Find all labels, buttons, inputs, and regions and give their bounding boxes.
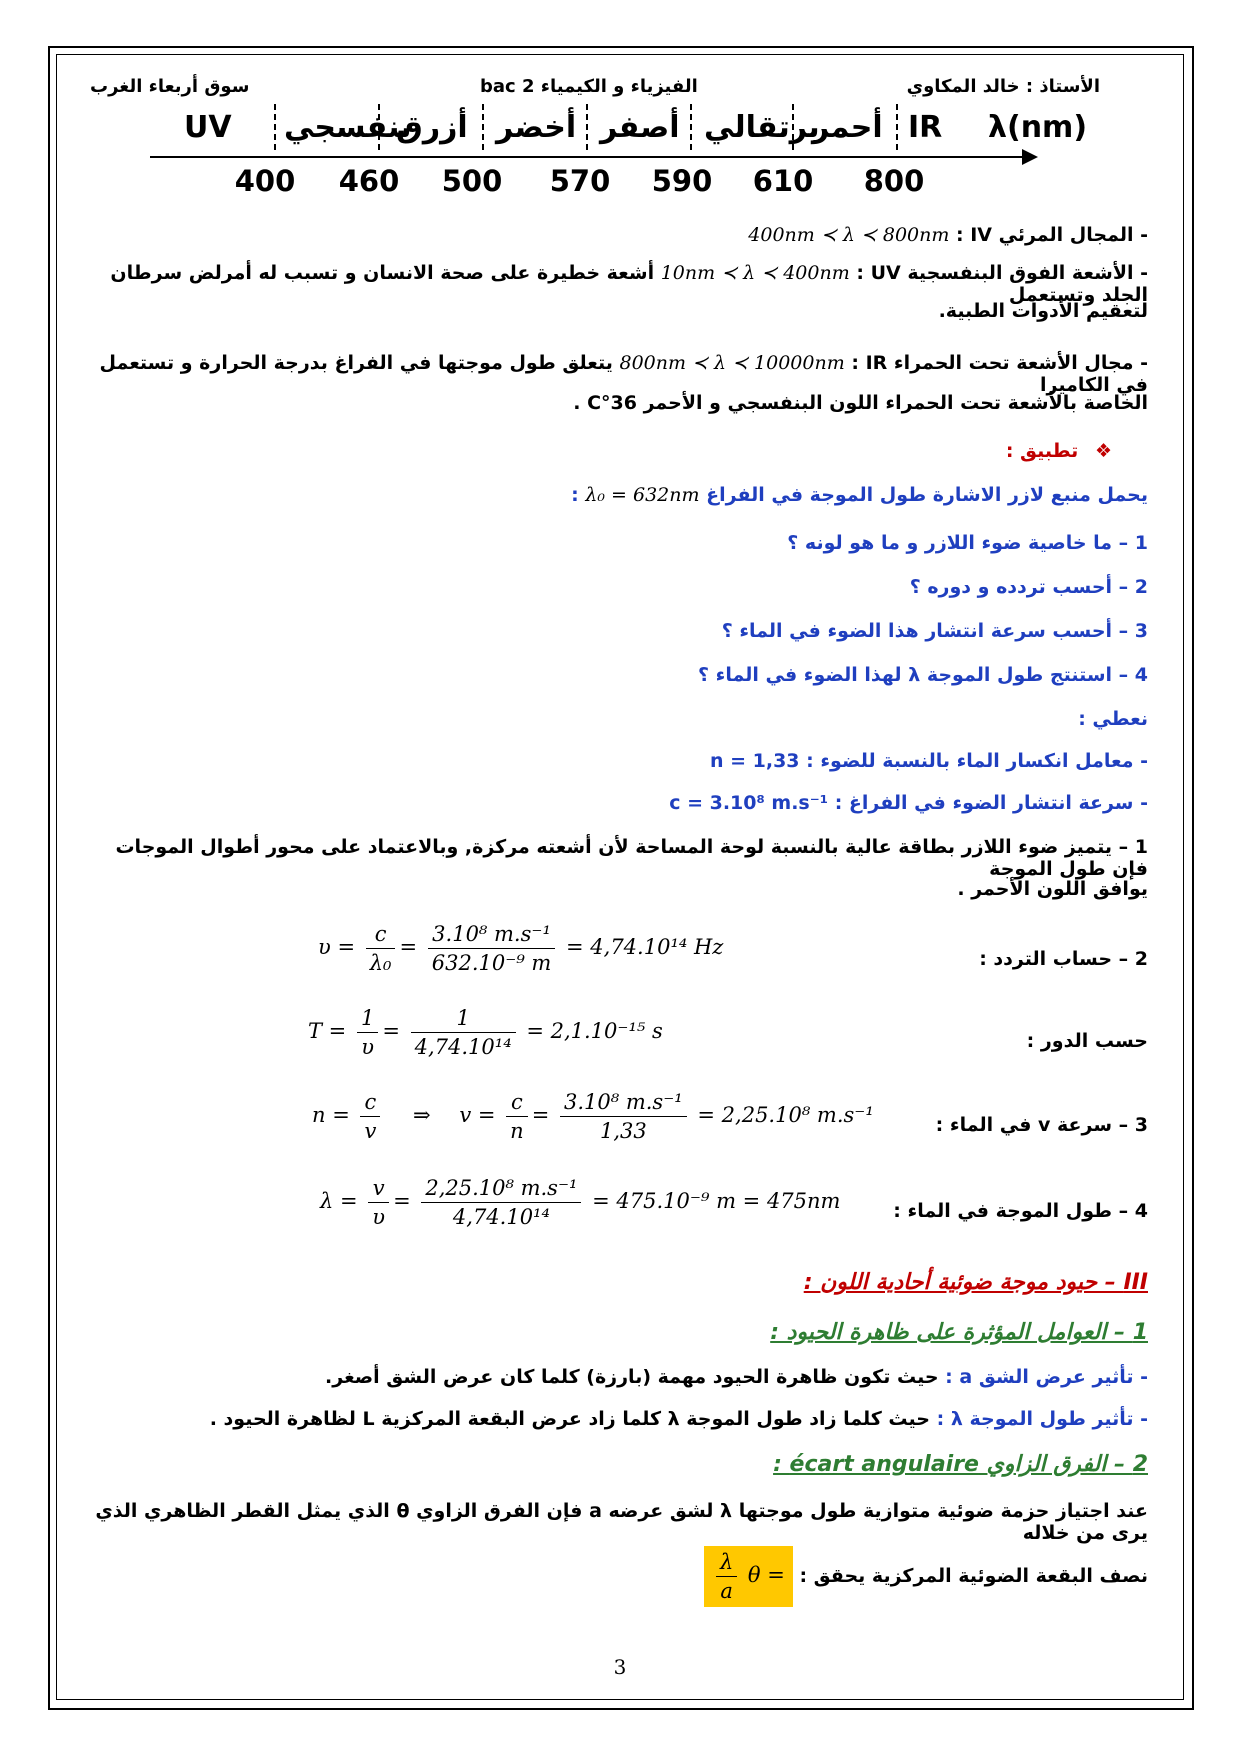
equation-period: T = $\frac{1}{\upsilon}$ = $\frac{1}{\text{4,74.10¹⁴}}$ = 2,1.10⁻¹⁵ s	[308, 1006, 663, 1059]
spectrum-separator	[690, 104, 692, 150]
fraction: $\frac{1}{\text{4,74.10¹⁴}}$	[411, 1006, 516, 1059]
spectrum-label-blue: أزرق	[396, 110, 468, 145]
page-number: 3	[613, 1655, 627, 1679]
fraction: $\frac{c}{v}$	[360, 1090, 380, 1143]
angular-text-1: عند اجتياز حزمة ضوئية متوازية طول موجتها λ لشق عرضه a فإن الفرق الزاوي θ الذي يمثل القطر الظاهري الذي يرى من خلاله	[95, 1500, 1148, 1544]
application-title: ❖ تطبيق :	[1005, 440, 1112, 462]
spectrum-separator	[274, 104, 276, 150]
lambda0-math: λ₀ = 632nm	[585, 484, 700, 506]
spectrum-label-lambda: λ(nm)	[988, 110, 1088, 145]
spectrum-label-violet: بنفسجي	[284, 110, 412, 145]
question-1: 1 – ما خاصية ضوء اللازر و ما هو لونه ؟	[787, 532, 1148, 554]
spectrum-separator	[896, 104, 898, 150]
factor-slit-width: - تأثير عرض الشق a : حيث تكون ظاهرة الحيود مهمة (بارزة) كلما كان عرض الشق أصغر.	[325, 1366, 1148, 1388]
spectrum-value: 570	[549, 164, 611, 198]
ir-range-text: يتعلق طول موجتها في الفراغ بدرجة الحرارة و تستعمل في الكاميرا	[99, 352, 1148, 396]
section-3-sub-1: 1 – العوامل المؤثرة على ظاهرة الحيود :	[770, 1320, 1148, 1345]
spectrum-label-red: أحمر	[812, 110, 883, 145]
fraction: $\frac{\text{3.10⁸ m.s⁻¹}}{\text{632.10⁻⁹ m}}$	[428, 922, 556, 975]
visible-range	[748, 224, 1148, 246]
period-label: حسب الدور :	[1026, 1030, 1148, 1052]
visible-range-label: - المجال المرئي IV :	[956, 224, 1148, 246]
section-3-sub-2: 2 – الفرق الزاوي écart angulaire :	[773, 1452, 1148, 1477]
spectrum-value: 610	[752, 164, 814, 198]
fraction: $\frac{1}{\upsilon}$	[357, 1006, 378, 1059]
spectrum-value: 500	[441, 164, 503, 198]
spectrum-separator	[586, 104, 588, 150]
visible-range-math: 400nm ≺ λ ≺ 800nm	[748, 224, 950, 246]
fraction: $\frac{c}{n}$	[506, 1090, 528, 1143]
spectrum-label-ir: IR	[908, 110, 943, 145]
spectrum-label-green: أخضر	[496, 110, 577, 145]
uv-range-label: - الأشعة الفوق البنفسجية UV :	[856, 262, 1148, 284]
spectrum-label-uv: UV	[184, 110, 232, 145]
spectrum-label-yellow: أصفر	[600, 110, 680, 145]
question-4: 4 – استنتج طول الموجة λ لهذا الضوء في الماء ؟	[698, 664, 1148, 686]
application-statement: يحمل منبع لازر الاشارة طول الموجة في الفراغ λ₀ = 632nm :	[571, 484, 1148, 506]
fraction: $\frac{\text{3.10⁸ m.s⁻¹}}{1,33}$	[560, 1090, 687, 1143]
uv-range-math: 10nm ≺ λ ≺ 400nm	[660, 262, 850, 284]
spectrum-separator	[482, 104, 484, 150]
spectrum-separator	[792, 104, 794, 150]
answer-4-label: 4 – طول الموجة في الماء :	[893, 1200, 1148, 1222]
ir-range-label: - مجال الأشعة تحت الحمراء IR :	[851, 352, 1148, 374]
section-3-title: III – حيود موجة ضوئية أحادية اللون :	[803, 1270, 1148, 1295]
equation-frequency: υ = $\frac{c}{\text{λ₀}}$ = $\frac{\text{3.10⁸ m.s⁻¹}}{\text{632.10⁻⁹ m}}$ = 4,74.10¹⁴ Hz	[318, 922, 724, 975]
equation-wavelength: λ = $\frac{v}{\upsilon}$ = $\frac{\text{2,25.10⁸ m.s⁻¹}}{\text{4,74.10¹⁴}}$ = 475.10⁻⁹ m = 475nm	[320, 1176, 841, 1229]
answer-3-label: 3 – سرعة v في الماء :	[935, 1114, 1148, 1136]
bullet-icon: ❖	[1094, 440, 1112, 462]
given-title: نعطي :	[1078, 708, 1148, 730]
spectrum-value: 590	[651, 164, 713, 198]
answer-2-label: 2 – حساب التردد :	[979, 948, 1148, 970]
spectrum-arrow-head	[1022, 149, 1038, 165]
question-3: 3 – أحسب سرعة انتشار هذا الضوء في الماء ؟	[721, 620, 1148, 642]
spectrum-arrow-line	[150, 156, 1030, 158]
ir-range	[92, 352, 1148, 396]
equation-speed: n = $\frac{c}{v}$ ⇒ v = $\frac{c}{n}$ = $\frac{\text{3.10⁸ m.s⁻¹}}{1,33}$ = 2,25.10⁸ m.s⁻¹	[312, 1090, 874, 1143]
spectrum-value: 400	[234, 164, 296, 198]
spectrum-value: 800	[863, 164, 925, 198]
header-subject: الفيزياء و الكيمياء 2 bac	[480, 76, 698, 97]
theta-formula-box: θ = $\frac{\lambda}{a}$	[704, 1546, 793, 1607]
fraction: $\frac{\text{2,25.10⁸ m.s⁻¹}}{\text{4,74.10¹⁴}}$	[421, 1176, 581, 1229]
angular-text-2: نصف البقعة الضوئية المركزية يحقق : θ = $\frac{\lambda}{a}$	[704, 1546, 1148, 1607]
spectrum-value: 460	[338, 164, 400, 198]
ir-range-text-2: الخاصة بالأشعة تحت الحمراء اللون البنفسجي و الأحمر 36°C .	[573, 392, 1148, 414]
uv-range-text: أشعة خطيرة على صحة الانسان و تسبب له أمرلض سرطان الجلد وتستعمل	[110, 262, 1148, 306]
answer-1-line-1: 1 – يتميز ضوء اللازر بطاقة عالية بالنسبة لوحة المساحة لأن أشعته مركزة, وبالاعتماد على محور أطوال الموجات فإن طول الموجة	[115, 836, 1148, 880]
spectrum-label-orange: برتقالي	[704, 110, 820, 145]
header-school: سوق أربعاء الغرب	[90, 76, 250, 97]
header-teacher: الأستاذ : خالد المكاوي	[906, 76, 1100, 97]
given-light-speed: - سرعة انتشار الضوء في الفراغ : c = 3.10⁸ m.s⁻¹	[669, 792, 1148, 814]
factor-wavelength: - تأثير طول الموجة λ : حيث كلما زاد طول الموجة λ كلما زاد عرض البقعة المركزية L لظاهرة الحيود .	[209, 1408, 1148, 1430]
spectrum-separator	[378, 104, 380, 150]
fraction: $\frac{v}{\upsilon}$	[368, 1176, 389, 1229]
fraction: $\frac{c}{\text{λ₀}}$	[366, 922, 396, 975]
ir-range-math: 800nm ≺ λ ≺ 10000nm	[619, 352, 845, 374]
question-2: 2 – أحسب تردده و دوره ؟	[909, 576, 1148, 598]
answer-1-line-2: يوافق اللون الأحمر .	[957, 878, 1148, 900]
uv-range-text-2: لتعقيم الأدوات الطبية.	[938, 300, 1148, 322]
given-refractive-index: - معامل انكسار الماء بالنسبة للضوء : n = 1,33	[709, 750, 1148, 772]
fraction: $\frac{\lambda}{a}$	[716, 1550, 737, 1603]
